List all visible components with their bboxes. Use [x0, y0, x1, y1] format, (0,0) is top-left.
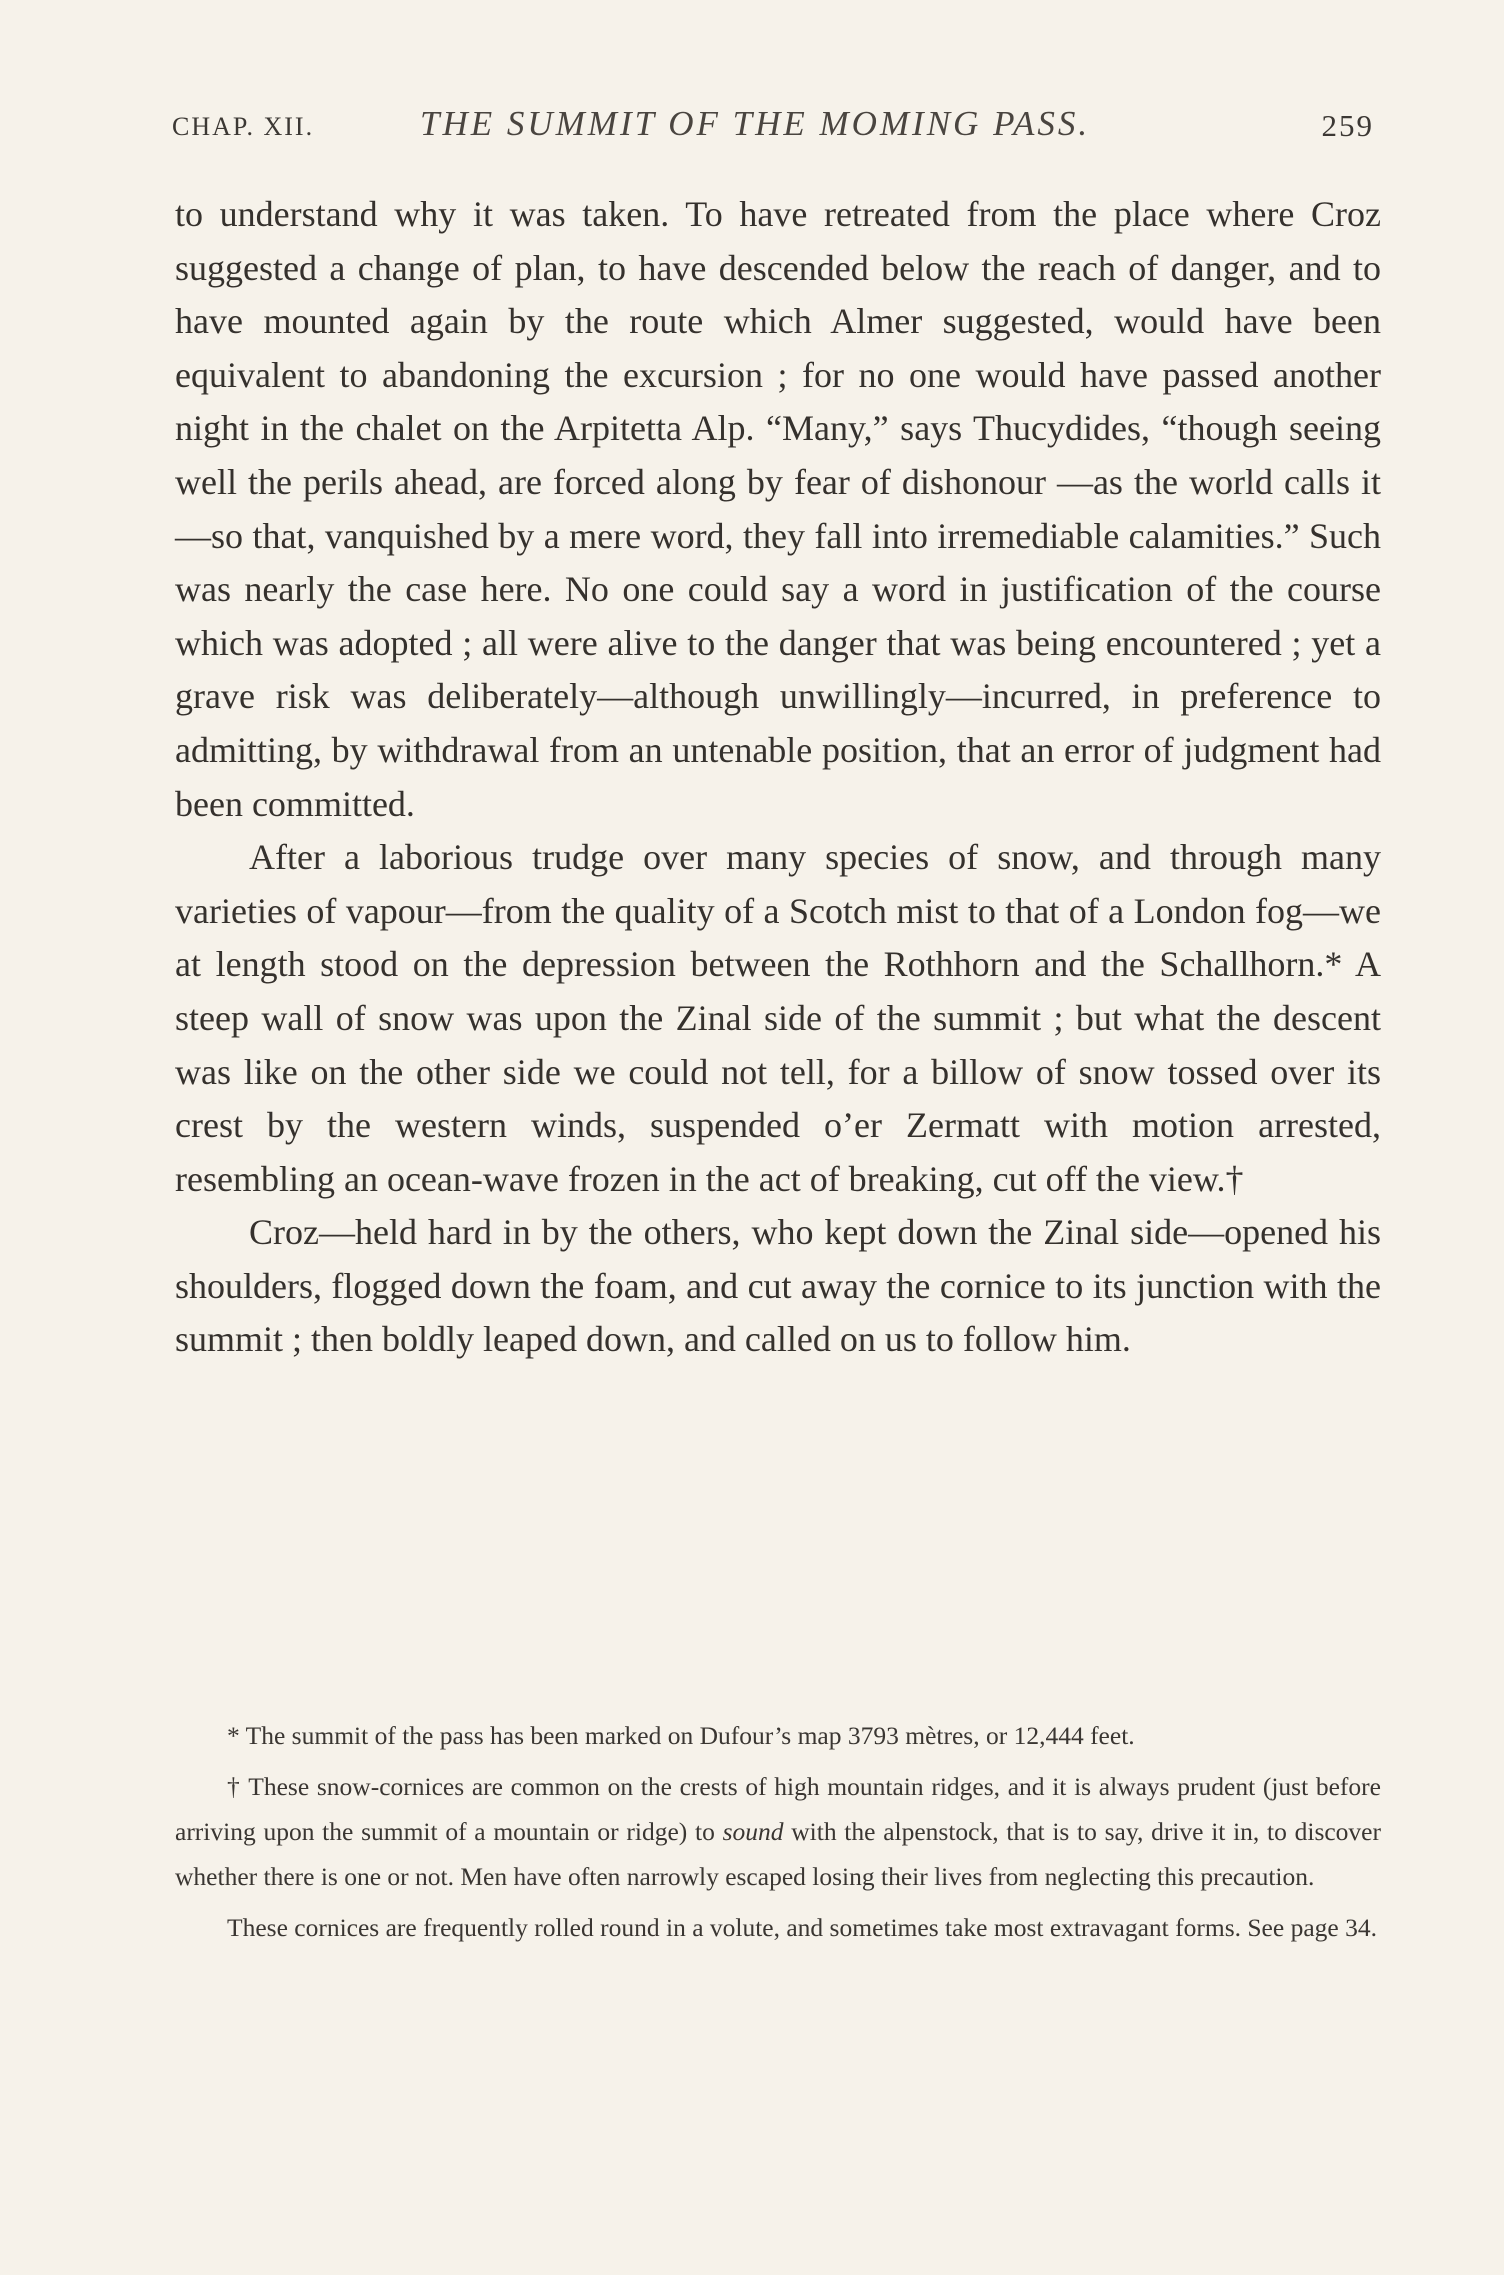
paragraph-trudge: After a laborious trudge over many species of snow, and through many varieties of vapour—from the quality of a Scotch mist to that of a London fog—we at length stood on the depression between the Rothhorn and the Schallhorn.* A steep wall of snow was upon the Zinal side of the summit ; but what the descent was like on the other side we could not tell, for a billow of snow tossed over its crest by the western winds, suspended o’er Zermatt with motion arrested, resembling an ocean-wave frozen in the act of breaking, cut off the view.† — [175, 837, 1381, 1199]
footnotes — [175, 1713, 1381, 1950]
running-head — [172, 104, 1372, 144]
page-number: 259 — [1321, 108, 1374, 143]
chapter-label: CHAP. XII. — [172, 112, 315, 141]
body-text — [175, 188, 1381, 1367]
footnote-star: * The summit of the pass has been marked on Dufour’s map 3793 mètres, or 12,444 feet. — [227, 1721, 1135, 1750]
paragraph-continued: to understand why it was taken. To have retreated from the place where Croz suggested a change of plan, to have descended below the reach of danger, and to have mounted again by the route which Almer suggested, would have been equivalent to abandoning the excursion ; for no one would have passed another night in the chalet on the Arpitetta Alp. “Many,” says Thucydides, “though seeing well the perils ahead, are forced along by fear of dishonour —as the world calls it—so that, vanquished by a mere word, they fall into irremediable calamities.” Such was nearly the case here. No one could say a word in justification of the course which was adopted ; all were alive to the danger that was being encountered ; yet a grave risk was deliberately—although unwillingly—incurred, in preference to admitting, by withdrawal from an untenable position, that an error of judgment had been committed. — [175, 194, 1381, 824]
footnote-dagger — [175, 1764, 1381, 1899]
footnote-dagger-emphasis: sound — [722, 1817, 784, 1846]
footnote-cornices: These cornices are frequently rolled round in a volute, and sometimes take most extravagant forms. See page 34. — [227, 1913, 1377, 1942]
footnote-dagger-text-after: with the alpenstock, that is to say, drive it in, to discover whether there is one or not. Men have often narrowly escaped losing their lives from neglecting this precaution. — [175, 1817, 1381, 1891]
paragraph-croz: Croz—held hard in by the others, who kept down the Zinal side—opened his shoulders, flogged down the foam, and cut away the cornice to its junction with the summit ; then boldly leaped down, and called on us to follow him. — [175, 1212, 1381, 1360]
running-title: THE SUMMIT OF THE MOMING PASS. — [420, 104, 1091, 143]
footnote-dagger-text-before: † These snow-cornices are common on the crests of high mountain ridges, and it is always prudent (just before arriving upon the summit of a mountain or ridge) to — [175, 1772, 1381, 1846]
